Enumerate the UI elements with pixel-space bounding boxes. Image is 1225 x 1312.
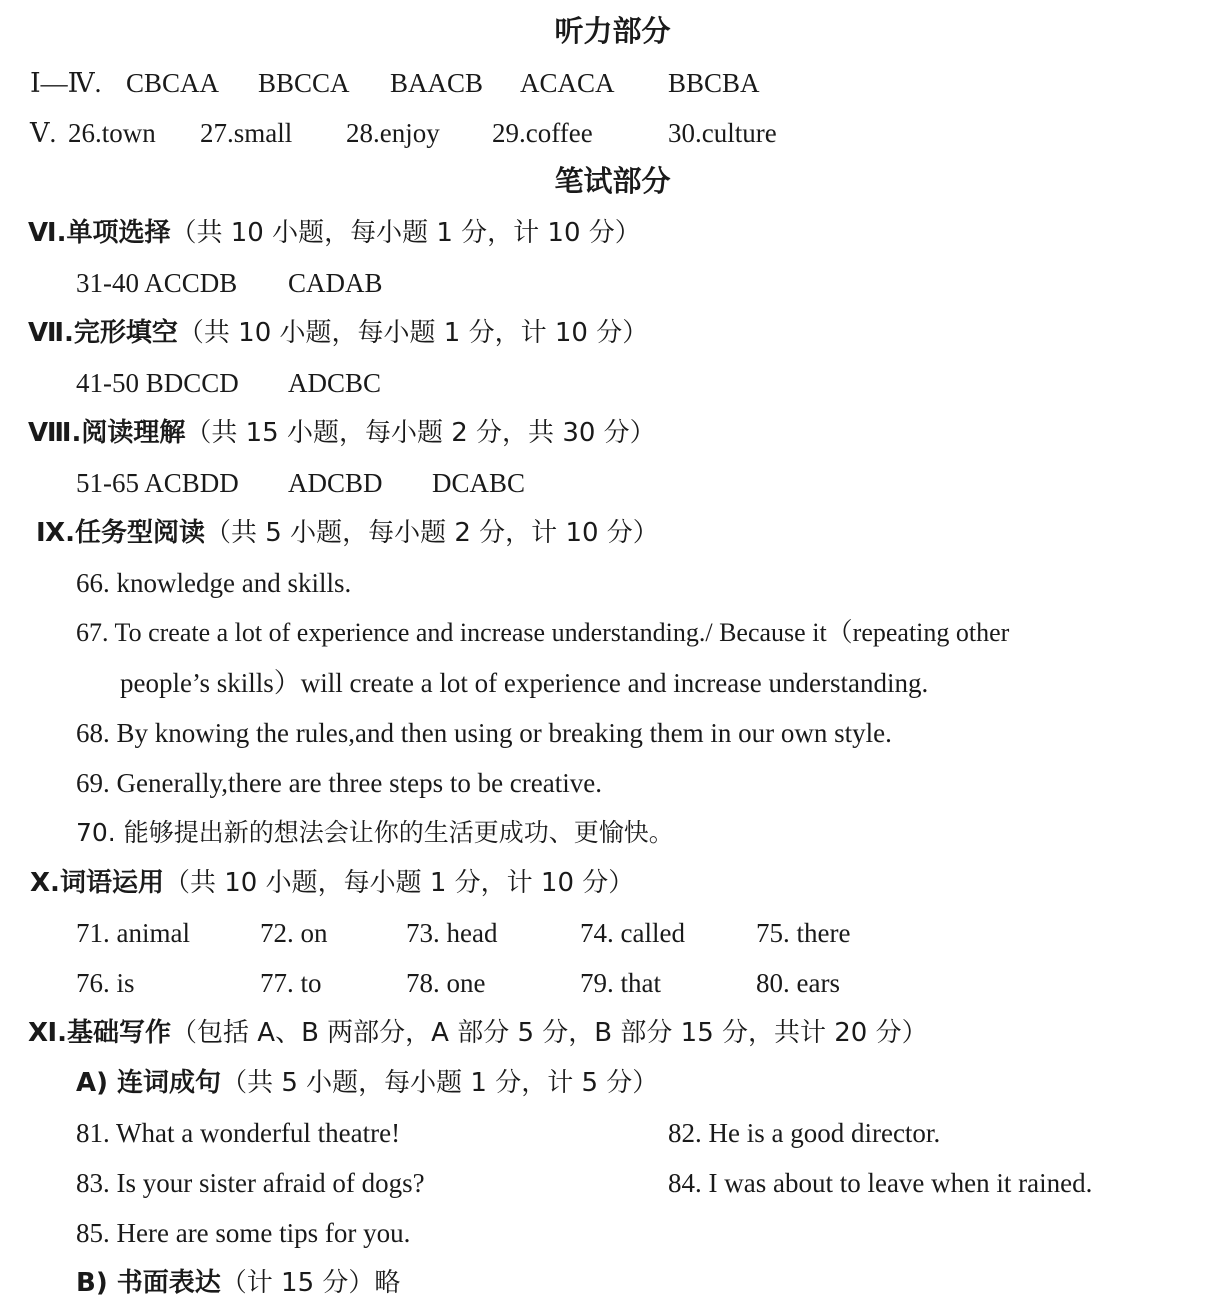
- answer-item: 80. ears: [756, 968, 840, 998]
- part-name: B) 书面表达: [76, 1268, 221, 1298]
- answer-item: 72. on: [260, 918, 328, 948]
- answer-item: 27.small: [200, 118, 293, 148]
- part-a-heading: [76, 1066, 658, 1100]
- answer-group: ACACA: [520, 68, 615, 98]
- answer-group: DCABC: [432, 468, 526, 498]
- answer-item: 78. one: [406, 968, 486, 998]
- part-name: A) 连词成句: [76, 1068, 222, 1098]
- section-number: Ⅺ.: [28, 1018, 67, 1048]
- answer-item: 28.enjoy: [346, 118, 440, 148]
- answer-69: 69. Generally,there are three steps to be creative.: [76, 768, 602, 798]
- section-heading-7: [28, 316, 648, 350]
- answer-68: 68. By knowing the rules,and then using or breaking them in our own style.: [76, 718, 892, 748]
- answer-85: 85. Here are some tips for you.: [76, 1218, 411, 1248]
- answer-83: 83. Is your sister afraid of dogs?: [76, 1168, 425, 1198]
- part-b-heading: [76, 1266, 400, 1300]
- answer-item: 74. called: [580, 918, 685, 948]
- answer-item: 29.coffee: [492, 118, 593, 148]
- section-name: 阅读理解: [81, 418, 186, 448]
- answer-group: 31-40 ACCDB: [76, 268, 238, 298]
- listening-title: 听力部分: [554, 14, 671, 48]
- section-scoring: （共 10 小题，每小题 1 分，计 10 分）: [163, 868, 635, 898]
- answer-group: CADAB: [288, 268, 383, 298]
- answer-item: 71. animal: [76, 918, 190, 948]
- section-name: 基础写作: [67, 1018, 172, 1048]
- answer-item: 75. there: [756, 918, 851, 948]
- answer-item: 76. is: [76, 968, 135, 998]
- answer-group: 41-50 BDCCD: [76, 368, 239, 398]
- section-number: Ⅷ.: [28, 418, 82, 448]
- section-name: 任务型阅读: [75, 518, 206, 548]
- section-heading-10: [30, 866, 634, 900]
- answer-item: 79. that: [580, 968, 661, 998]
- answer-group: BBCBA: [668, 68, 760, 98]
- section-number: Ⅹ.: [30, 868, 60, 898]
- section-number: Ⅸ.: [36, 518, 76, 548]
- row1-label: Ⅰ—Ⅳ.: [30, 68, 102, 98]
- section-scoring: （共 10 小题，每小题 1 分，计 10 分）: [177, 318, 649, 348]
- written-title: 笔试部分: [554, 164, 671, 198]
- section-name: 单项选择: [66, 218, 171, 248]
- section-heading-11: [28, 1016, 928, 1050]
- answer-item: 73. head: [406, 918, 498, 948]
- answer-84: 84. I was about to leave when it rained.: [668, 1168, 1093, 1198]
- section-scoring: （共 15 小题，每小题 2 分，共 30 分）: [185, 418, 656, 448]
- answer-70: 70. 能够提出新的想法会让你的生活更成功、更愉快。: [76, 818, 674, 847]
- answer-item: 77. to: [260, 968, 322, 998]
- section-name: 完形填空: [73, 318, 178, 348]
- section-scoring: （共 10 小题，每小题 1 分，计 10 分）: [170, 218, 641, 248]
- section-number: Ⅵ.: [28, 218, 67, 248]
- answer-group: ADCBC: [288, 368, 382, 398]
- answer-item: 26.town: [68, 118, 156, 148]
- section-scoring: （共 5 小题，每小题 2 分，计 10 分）: [205, 518, 659, 548]
- section-heading-9: [36, 516, 659, 550]
- answer-item: 30.culture: [668, 118, 777, 148]
- answer-66: 66. knowledge and skills.: [76, 568, 352, 598]
- section-heading-6: [28, 216, 641, 250]
- part-scoring: （共 5 小题，每小题 1 分，计 5 分）: [221, 1068, 659, 1098]
- answer-group: BAACB: [390, 68, 484, 98]
- answer-82: 82. He is a good director.: [668, 1118, 941, 1148]
- answer-group: 51-65 ACBDD: [76, 468, 239, 498]
- answer-67-line1: 67. To create a lot of experience and increase understanding./ Because it（repeating other: [76, 618, 1010, 647]
- row2-label: Ⅴ.: [30, 118, 57, 148]
- answer-group: BBCCA: [258, 68, 350, 98]
- answer-67-line2: people’s skills）will create a lot of experience and increase understanding.: [120, 668, 929, 698]
- answer-group: CBCAA: [126, 68, 220, 98]
- part-scoring: （计 15 分）略: [220, 1268, 401, 1298]
- section-number: Ⅶ.: [28, 318, 74, 348]
- answer-81: 81. What a wonderful theatre!: [76, 1118, 401, 1148]
- section-heading-8: [28, 416, 656, 450]
- section-scoring: （包括 A、B 两部分，A 部分 5 分，B 部分 15 分，共计 20 分）: [171, 1018, 928, 1048]
- answer-group: ADCBD: [288, 468, 383, 498]
- section-name: 词语运用: [59, 868, 164, 898]
